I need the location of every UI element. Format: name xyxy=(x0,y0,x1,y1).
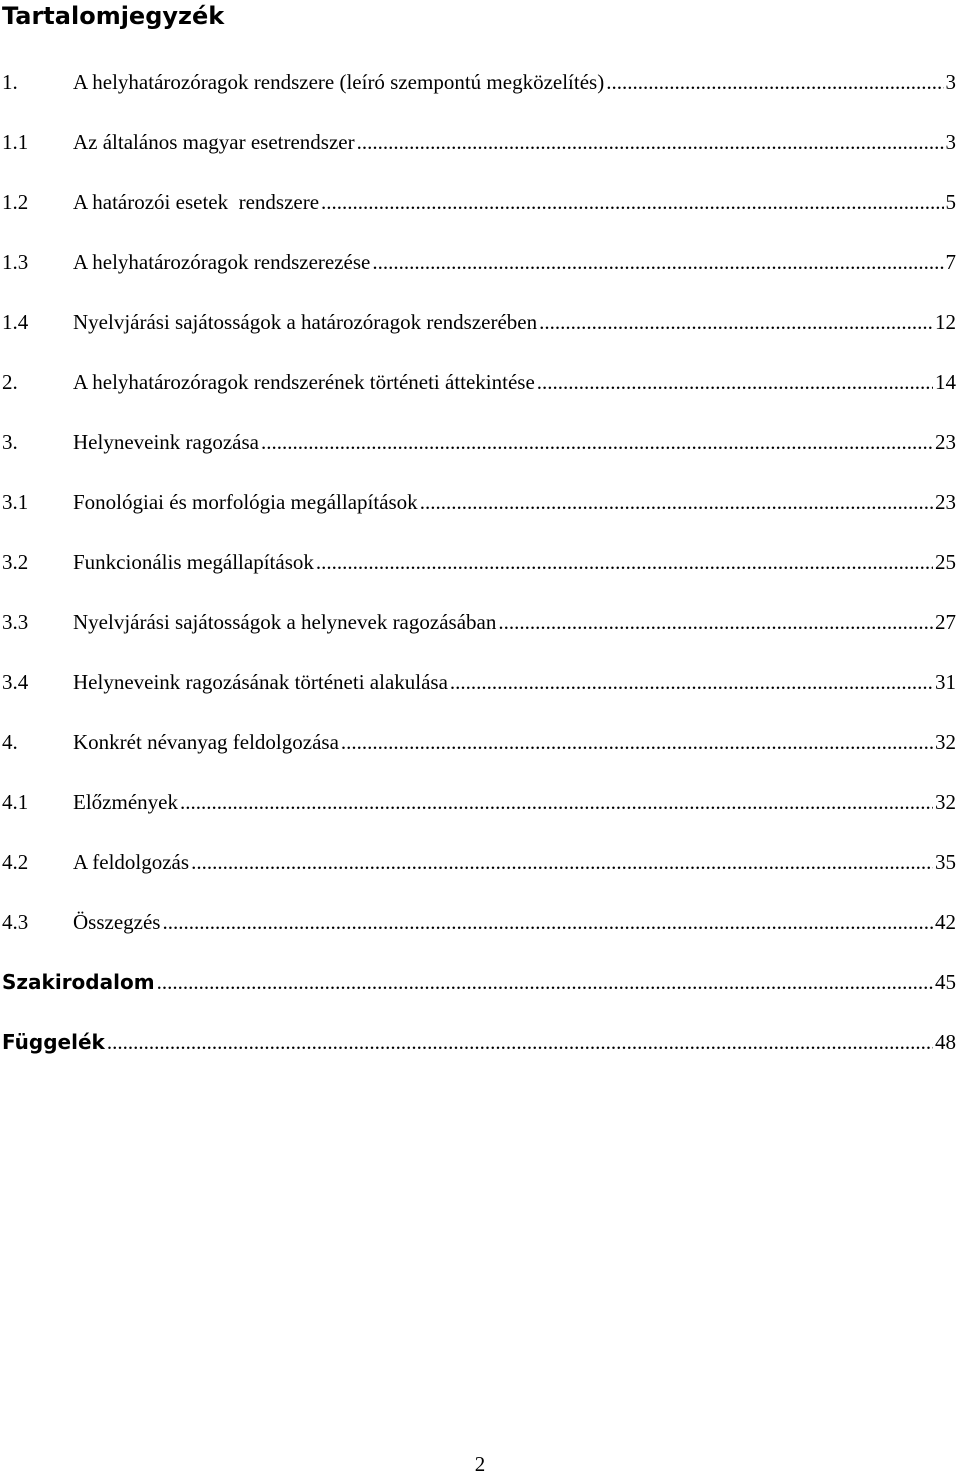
toc-entry-title: Előzmények xyxy=(73,789,178,814)
dot-leader xyxy=(450,670,933,695)
toc-entry[interactable] xyxy=(0,172,960,232)
dot-leader xyxy=(191,850,933,875)
toc-entry-bibliography[interactable] xyxy=(0,952,960,1012)
toc-entry[interactable] xyxy=(0,592,960,652)
toc-entry-number: 2. xyxy=(2,369,18,394)
dot-leader xyxy=(180,790,933,815)
toc-entry[interactable] xyxy=(0,232,960,292)
toc-entry-number: 1.3 xyxy=(2,249,29,274)
toc-entry[interactable] xyxy=(0,652,960,712)
toc-entry-page: 31 xyxy=(935,669,956,694)
toc-title: Tartalomjegyzék xyxy=(2,2,225,30)
toc-entry-page: 12 xyxy=(935,309,956,334)
toc-entry-number: 4. xyxy=(2,729,18,754)
toc-entry-title: Helyneveink ragozása xyxy=(73,429,259,454)
toc-entry-page: 42 xyxy=(935,909,956,934)
toc-entry-page: 27 xyxy=(935,609,956,634)
toc-entry-appendix[interactable] xyxy=(0,1012,960,1072)
toc-entry-number: 4.2 xyxy=(2,849,29,874)
toc-entry-number: 3.3 xyxy=(2,609,29,634)
toc-entry-number: 3.1 xyxy=(2,489,29,514)
toc-entry-number: 1.1 xyxy=(2,129,29,154)
toc-entry-number: 3. xyxy=(2,429,18,454)
toc-entry-number: 1. xyxy=(2,69,18,94)
toc-entry-page: 3 xyxy=(945,129,956,154)
toc-entry-page: 45 xyxy=(935,969,956,994)
toc-entry-page: 7 xyxy=(945,249,956,274)
toc-entry-page: 5 xyxy=(945,189,956,214)
dot-leader xyxy=(420,490,933,515)
toc-entry[interactable] xyxy=(0,112,960,172)
dot-leader xyxy=(107,1030,933,1055)
toc-entry-title: Konkrét névanyag feldolgozása xyxy=(73,729,339,754)
toc-entry-page: 25 xyxy=(935,549,956,574)
toc-entry-page: 48 xyxy=(935,1029,956,1054)
dot-leader xyxy=(341,730,933,755)
toc-entry-number: 3.2 xyxy=(2,549,29,574)
toc-entry-page: 35 xyxy=(935,849,956,874)
toc-entry-title: Funkcionális megállapítások xyxy=(73,549,314,574)
toc-entry-number: 1.4 xyxy=(2,309,29,334)
toc-entry-number: 3.4 xyxy=(2,669,29,694)
toc-entry-page: 3 xyxy=(945,69,956,94)
dot-leader xyxy=(498,610,933,635)
toc-entry[interactable] xyxy=(0,772,960,832)
toc-entry[interactable] xyxy=(0,532,960,592)
toc-entry-page: 14 xyxy=(935,369,956,394)
page-number: 2 xyxy=(474,1452,486,1476)
toc-entry[interactable] xyxy=(0,472,960,532)
toc-entry[interactable] xyxy=(0,292,960,352)
toc-entry-title: Helyneveink ragozásának történeti alakulása xyxy=(73,669,448,694)
toc-entry-number: 1.2 xyxy=(2,189,29,214)
toc-entry-number: 4.1 xyxy=(2,789,29,814)
toc-entry-page: 32 xyxy=(935,789,956,814)
dot-leader xyxy=(372,250,943,275)
toc-entry-title: Nyelvjárási sajátosságok a határozóragok rendszerében xyxy=(73,309,538,334)
toc-entry-page: 32 xyxy=(935,729,956,754)
toc-entry[interactable] xyxy=(0,52,960,112)
toc-entry-title: Fonológiai és morfológia megállapítások xyxy=(73,489,418,514)
dot-leader xyxy=(357,130,944,155)
toc-entry[interactable] xyxy=(0,832,960,892)
toc-entry-title: Függelék xyxy=(2,1030,105,1054)
toc-entry-title: A helyhatározóragok rendszere (leíró szempontú megközelítés) xyxy=(73,69,605,94)
dot-leader xyxy=(537,370,933,395)
toc-entry-title: Nyelvjárási sajátosságok a helynevek ragozásában xyxy=(73,609,497,634)
toc-entry-title: Szakirodalom xyxy=(2,970,155,994)
toc-entry-title: A helyhatározóragok rendszerezése xyxy=(73,249,371,274)
toc-entry-title: A helyhatározóragok rendszerének történeti áttekintése xyxy=(73,369,535,394)
toc-entry[interactable] xyxy=(0,892,960,952)
toc-entry[interactable] xyxy=(0,352,960,412)
dot-leader xyxy=(157,970,933,995)
table-of-contents xyxy=(0,52,960,1072)
toc-entry-page: 23 xyxy=(935,489,956,514)
toc-entry-title: Összegzés xyxy=(73,909,161,934)
dot-leader xyxy=(162,910,933,935)
toc-entry-page: 23 xyxy=(935,429,956,454)
dot-leader xyxy=(316,550,933,575)
dot-leader xyxy=(539,310,933,335)
toc-entry-number: 4.3 xyxy=(2,909,29,934)
toc-entry-title: A határozói esetek rendszere xyxy=(73,189,320,214)
toc-entry-title: A feldolgozás xyxy=(73,849,190,874)
toc-entry[interactable] xyxy=(0,412,960,472)
dot-leader xyxy=(321,190,943,215)
toc-entry[interactable] xyxy=(0,712,960,772)
dot-leader xyxy=(606,70,943,95)
dot-leader xyxy=(261,430,933,455)
toc-entry-title: Az általános magyar esetrendszer xyxy=(73,129,355,154)
